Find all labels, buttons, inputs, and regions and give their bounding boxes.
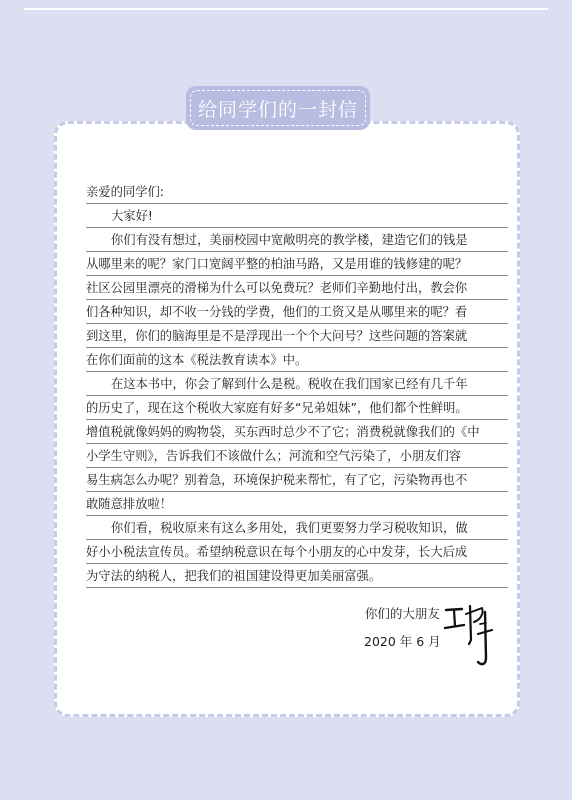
letter-line: 小学生守则》，告诉我们不该做什么；河流和空气污染了，小朋友们容 — [86, 444, 508, 468]
letter-line: 增值税就像妈妈的购物袋，买东西时总少不了它；消费税就像我们的《中 — [86, 420, 508, 444]
letter-line: 的历史了，现在这个税收大家庭有好多“兄弟姐妹”，他们都个性鲜明。 — [86, 396, 508, 420]
handwritten-signature — [440, 600, 506, 670]
letter-line: 好小小税法宣传员。希望纳税意识在每个小朋友的心中发芽，长大后成 — [86, 540, 508, 564]
letter-line: 为守法的纳税人，把我们的祖国建设得更加美丽富强。 — [86, 564, 508, 588]
letter-line: 易生病怎么办呢？别着急，环境保护税来帮忙，有了它，污染物再也不 — [86, 468, 508, 492]
letter-line: 敢随意排放啦！ — [86, 492, 508, 516]
signoff-text: 你们的大朋友 — [364, 606, 440, 621]
page-title: 给同学们的一封信 — [190, 90, 366, 126]
letter-line: 社区公园里漂亮的滑梯为什么可以免费玩？老师们辛勤地付出，教会你 — [86, 276, 508, 300]
letter-line: 大家好! — [86, 204, 508, 228]
letter-date: 2020 年 6 月 — [364, 634, 441, 649]
letter-line: 到这里，你们的脑海里是不是浮现出一个个大问号？这些问题的答案就 — [86, 324, 508, 348]
letter-line: 在你们面前的这本《税法教育读本》中。 — [86, 348, 508, 372]
signoff-block — [364, 600, 441, 656]
title-tab — [186, 86, 370, 130]
letter-line: 亲爱的同学们: — [86, 180, 508, 204]
letter-line: 你们有没有想过，美丽校园中宽敞明亮的教学楼，建造它们的钱是 — [86, 228, 508, 252]
letter-line: 在这本书中，你会了解到什么是税。税收在我们国家已经有几千年 — [86, 372, 508, 396]
letter-line: 从哪里来的呢？家门口宽阔平整的柏油马路，又是用谁的钱修建的呢？ — [86, 252, 508, 276]
letter-line: 你们看，税收原来有这么多用处，我们更要努力学习税收知识，做 — [86, 516, 508, 540]
top-rule — [24, 8, 548, 10]
letter-line: 们各种知识，却不收一分钱的学费，他们的工资又是从哪里来的呢？看 — [86, 300, 508, 324]
letter-body — [86, 180, 508, 588]
